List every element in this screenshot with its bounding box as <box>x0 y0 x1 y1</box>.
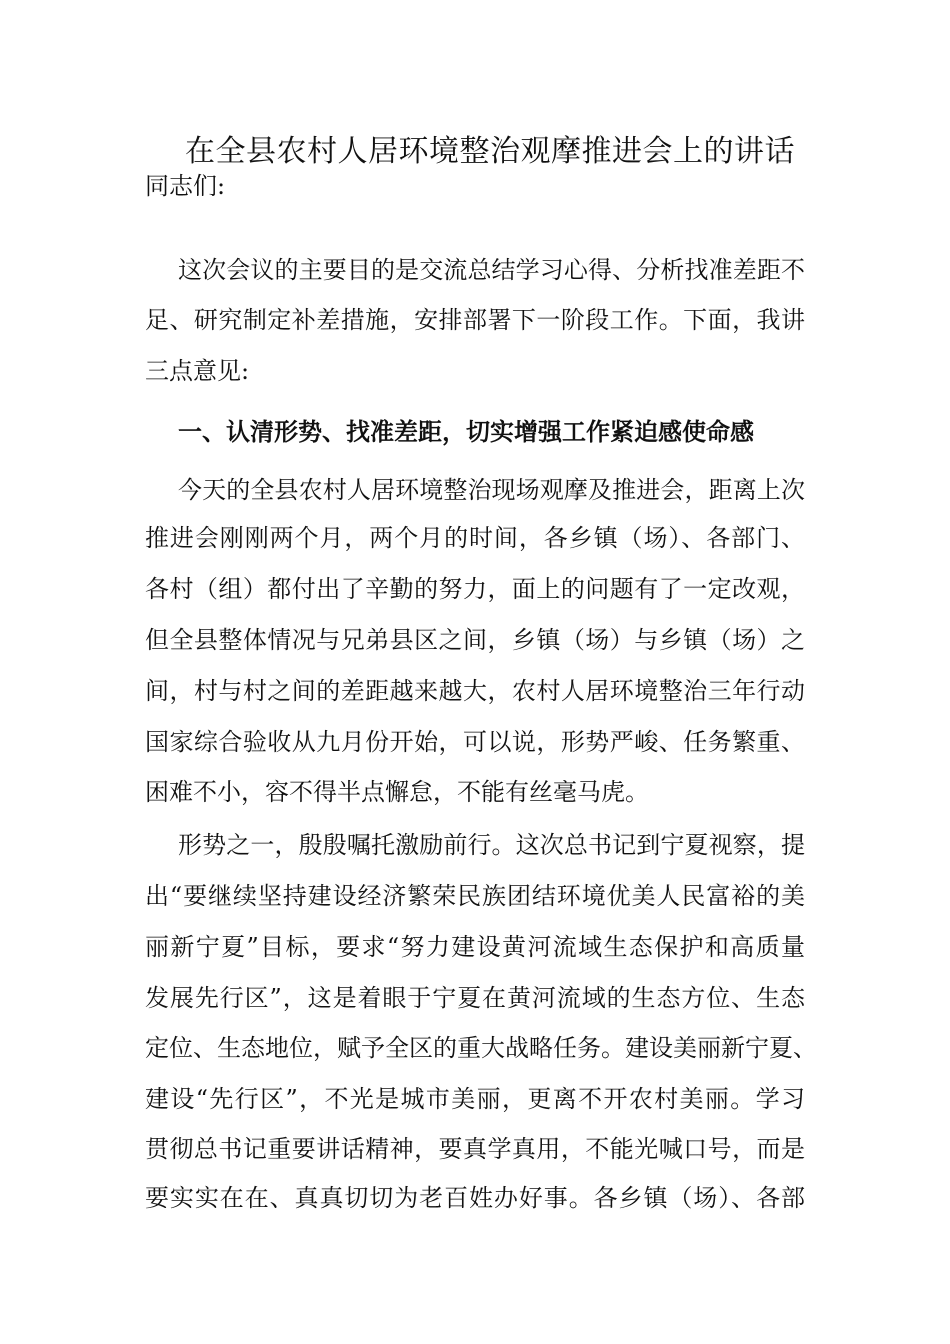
salutation: 同志们: <box>145 172 226 200</box>
paragraph-line: 推进会刚刚两个月，两个月的时间，各乡镇（场）、各部门、 <box>145 524 805 552</box>
paragraph-line: 定位、生态地位，赋予全区的重大战略任务。建设美丽新宁夏、 <box>145 1034 817 1062</box>
intro-line: 三点意见: <box>145 357 250 385</box>
paragraph-line: 但全县整体情况与兄弟县区之间，乡镇（场）与乡镇（场）之 <box>145 626 805 654</box>
paragraph-line: 贯彻总书记重要讲话精神，要真学真用，不能光喊口号，而是 <box>145 1135 805 1163</box>
paragraph-line: 今天的全县农村人居环境整治现场观摩及推进会，距离上次 <box>178 476 805 504</box>
paragraph-line: 间，村与村之间的差距越来越大，农村人居环境整治三年行动 <box>145 677 805 705</box>
paragraph-line: 出“要继续坚持建设经济繁荣民族团结环境优美人民富裕的美 <box>145 882 805 910</box>
paragraph-line: 要实实在在、真真切切为老百姓办好事。各乡镇（场）、各部 <box>145 1184 805 1212</box>
paragraph-line: 建设“先行区”，不光是城市美丽，更离不开农村美丽。学习 <box>145 1085 805 1113</box>
paragraph-line: 发展先行区”，这是着眼于宁夏在黄河流域的生态方位、生态 <box>145 984 805 1012</box>
paragraph-line: 国家综合验收从九月份开始，可以说，形势严峻、任务繁重、 <box>145 728 805 756</box>
paragraph-line: 丽新宁夏”目标，要求“努力建设黄河流域生态保护和高质量 <box>145 933 805 961</box>
intro-line: 这次会议的主要目的是交流总结学习心得、分析找准差距不 <box>178 256 805 284</box>
section-heading: 一、认清形势、找准差距，切实增强工作紧迫感使命感 <box>178 418 754 446</box>
document-title: 在全县农村人居环境整治观摩推进会上的讲话 <box>185 134 795 169</box>
intro-line: 足、研究制定补差措施，安排部署下一阶段工作。下面，我讲 <box>145 306 805 334</box>
paragraph-line: 形势之一，殷殷嘱托激励前行。这次总书记到宁夏视察，提 <box>178 831 805 859</box>
paragraph-line: 困难不小，容不得半点懈怠，不能有丝毫马虎。 <box>145 778 649 806</box>
paragraph-line: 各村（组）都付出了辛勤的努力，面上的问题有了一定改观， <box>145 575 805 603</box>
